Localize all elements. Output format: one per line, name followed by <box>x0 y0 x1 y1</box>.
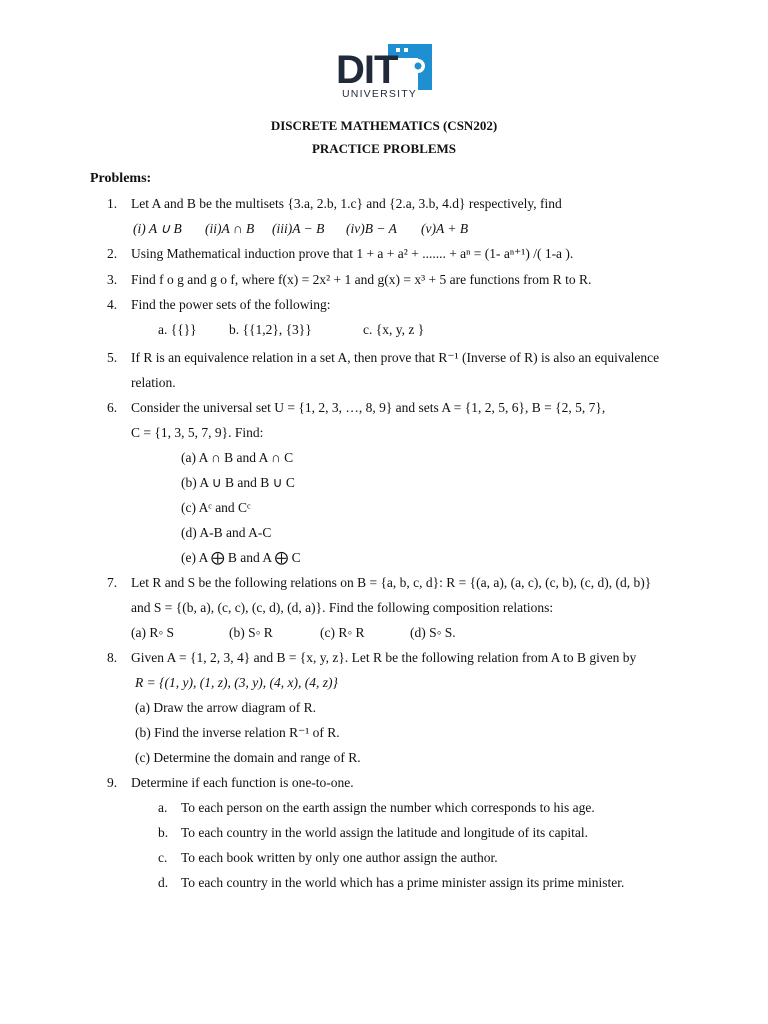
problem-9-item-text: To each book written by only one author assign the author. <box>181 850 498 865</box>
problem-7-part: (c) R◦ R <box>320 625 365 640</box>
problem-6-item: (a) A ∩ B and A ∩ C <box>181 450 294 465</box>
problem-8-relation: R = {(1, y), (1, z), (3, y), (4, x), (4, z)} <box>135 675 338 690</box>
problem-7-part: (a) R◦ S <box>131 625 175 640</box>
problem-6-item: (c) Aᶜ and Cᶜ <box>181 500 251 515</box>
problem-9-number: 9. <box>107 775 118 790</box>
problem-4-option-b: b. {{1,2}, {3}} <box>229 322 312 337</box>
problem-6-number: 6. <box>107 400 118 415</box>
problem-9-text: Determine if each function is one-to-one. <box>131 775 354 790</box>
problem-8-item: (a) Draw the arrow diagram of R. <box>135 700 317 715</box>
problem-1-number: 1. <box>107 196 118 211</box>
problem-2-number: 2. <box>107 246 118 261</box>
problem-7-part: (b) S◦ R <box>229 625 273 640</box>
problem-5-text-cont: relation. <box>131 375 176 390</box>
problem-4-option-c: c. {x, y, z } <box>363 322 425 337</box>
problem-8-number: 8. <box>107 650 118 665</box>
problem-5-number: 5. <box>107 350 118 365</box>
problem-4-option-a: a. {{}} <box>158 322 197 337</box>
problem-4-text: Find the power sets of the following: <box>131 297 331 312</box>
problem-6-item: (b) A ∪ B and B ∪ C <box>181 475 295 490</box>
university-logo <box>336 44 432 104</box>
problem-9-item-text: To each country in the world assign the latitude and longitude of its capital. <box>181 825 588 840</box>
problem-8-text: Given A = {1, 2, 3, 4} and B = {x, y, z}. Let R be the following relation from A to B given by <box>131 650 637 665</box>
problem-7-text: Let R and S be the following relations on B = {a, b, c, d}: R = {(a, a), (a, c), (c, b), (c, d), (d, b)} <box>131 575 652 590</box>
problem-1-part: (iv)B − A <box>346 221 397 236</box>
document-title: PRACTICE PROBLEMS <box>311 141 457 156</box>
problem-6-item: (d) A-B and A-C <box>181 525 272 540</box>
problem-1-text: Let A and B be the multisets {3.a, 2.b, 1.c} and {2.a, 3.b, 4.d} respectively, find <box>131 196 562 211</box>
problem-1-part: (i) A ∪ B <box>133 221 182 236</box>
problem-6-item: (e) A ⨁ B and A ⨁ C <box>181 550 301 565</box>
problem-9-item-label: d. <box>158 875 169 890</box>
problem-9-item-label: b. <box>158 825 169 840</box>
problem-5-text: If R is an equivalence relation in a set A, then prove that R⁻¹ (Inverse of R) is also an equivalence <box>131 350 660 365</box>
logo-subtext: UNIVERSITY <box>342 88 418 100</box>
problem-2-text: Using Mathematical induction prove that 1 + a + a² + ....... + aⁿ = (1- aⁿ⁺¹) /( 1-a ). <box>131 246 574 261</box>
problem-7-part: (d) S◦ S. <box>410 625 456 640</box>
problem-6-text-cont: C = {1, 3, 5, 7, 9}. Find: <box>131 425 264 440</box>
logo-text: DIT <box>336 48 398 92</box>
problem-3-number: 3. <box>107 272 118 287</box>
course-title: DISCRETE MATHEMATICS (CSN202) <box>270 118 498 133</box>
problem-9-item-text: To each country in the world which has a prime minister assign its prime minister. <box>181 875 625 890</box>
problem-9-item-text: To each person on the earth assign the number which corresponds to his age. <box>181 800 595 815</box>
problem-7-number: 7. <box>107 575 118 590</box>
problem-1-part: (iii)A − B <box>272 221 325 236</box>
problem-3-text: Find f o g and g o f, where f(x) = 2x² + 1 and g(x) = x³ + 5 are functions from R to R. <box>131 272 592 287</box>
problem-7-text-cont: and S = {(b, a), (c, c), (c, d), (d, a)}. Find the following composition relations: <box>131 600 554 615</box>
problem-8-item: (b) Find the inverse relation R⁻¹ of R. <box>135 725 340 740</box>
problem-6-text: Consider the universal set U = {1, 2, 3, …, 8, 9} and sets A = {1, 2, 5, 6}, B = {2, 5, 7}, <box>131 400 606 415</box>
problem-8-item: (c) Determine the domain and range of R. <box>135 750 361 765</box>
section-label: Problems: <box>90 171 152 186</box>
problem-4-number: 4. <box>107 297 118 312</box>
problem-1-part: (v)A + B <box>421 221 469 236</box>
problem-1-part: (ii)A ∩ B <box>205 221 255 236</box>
problem-9-item-label: a. <box>158 800 168 815</box>
problem-9-item-label: c. <box>158 850 168 865</box>
